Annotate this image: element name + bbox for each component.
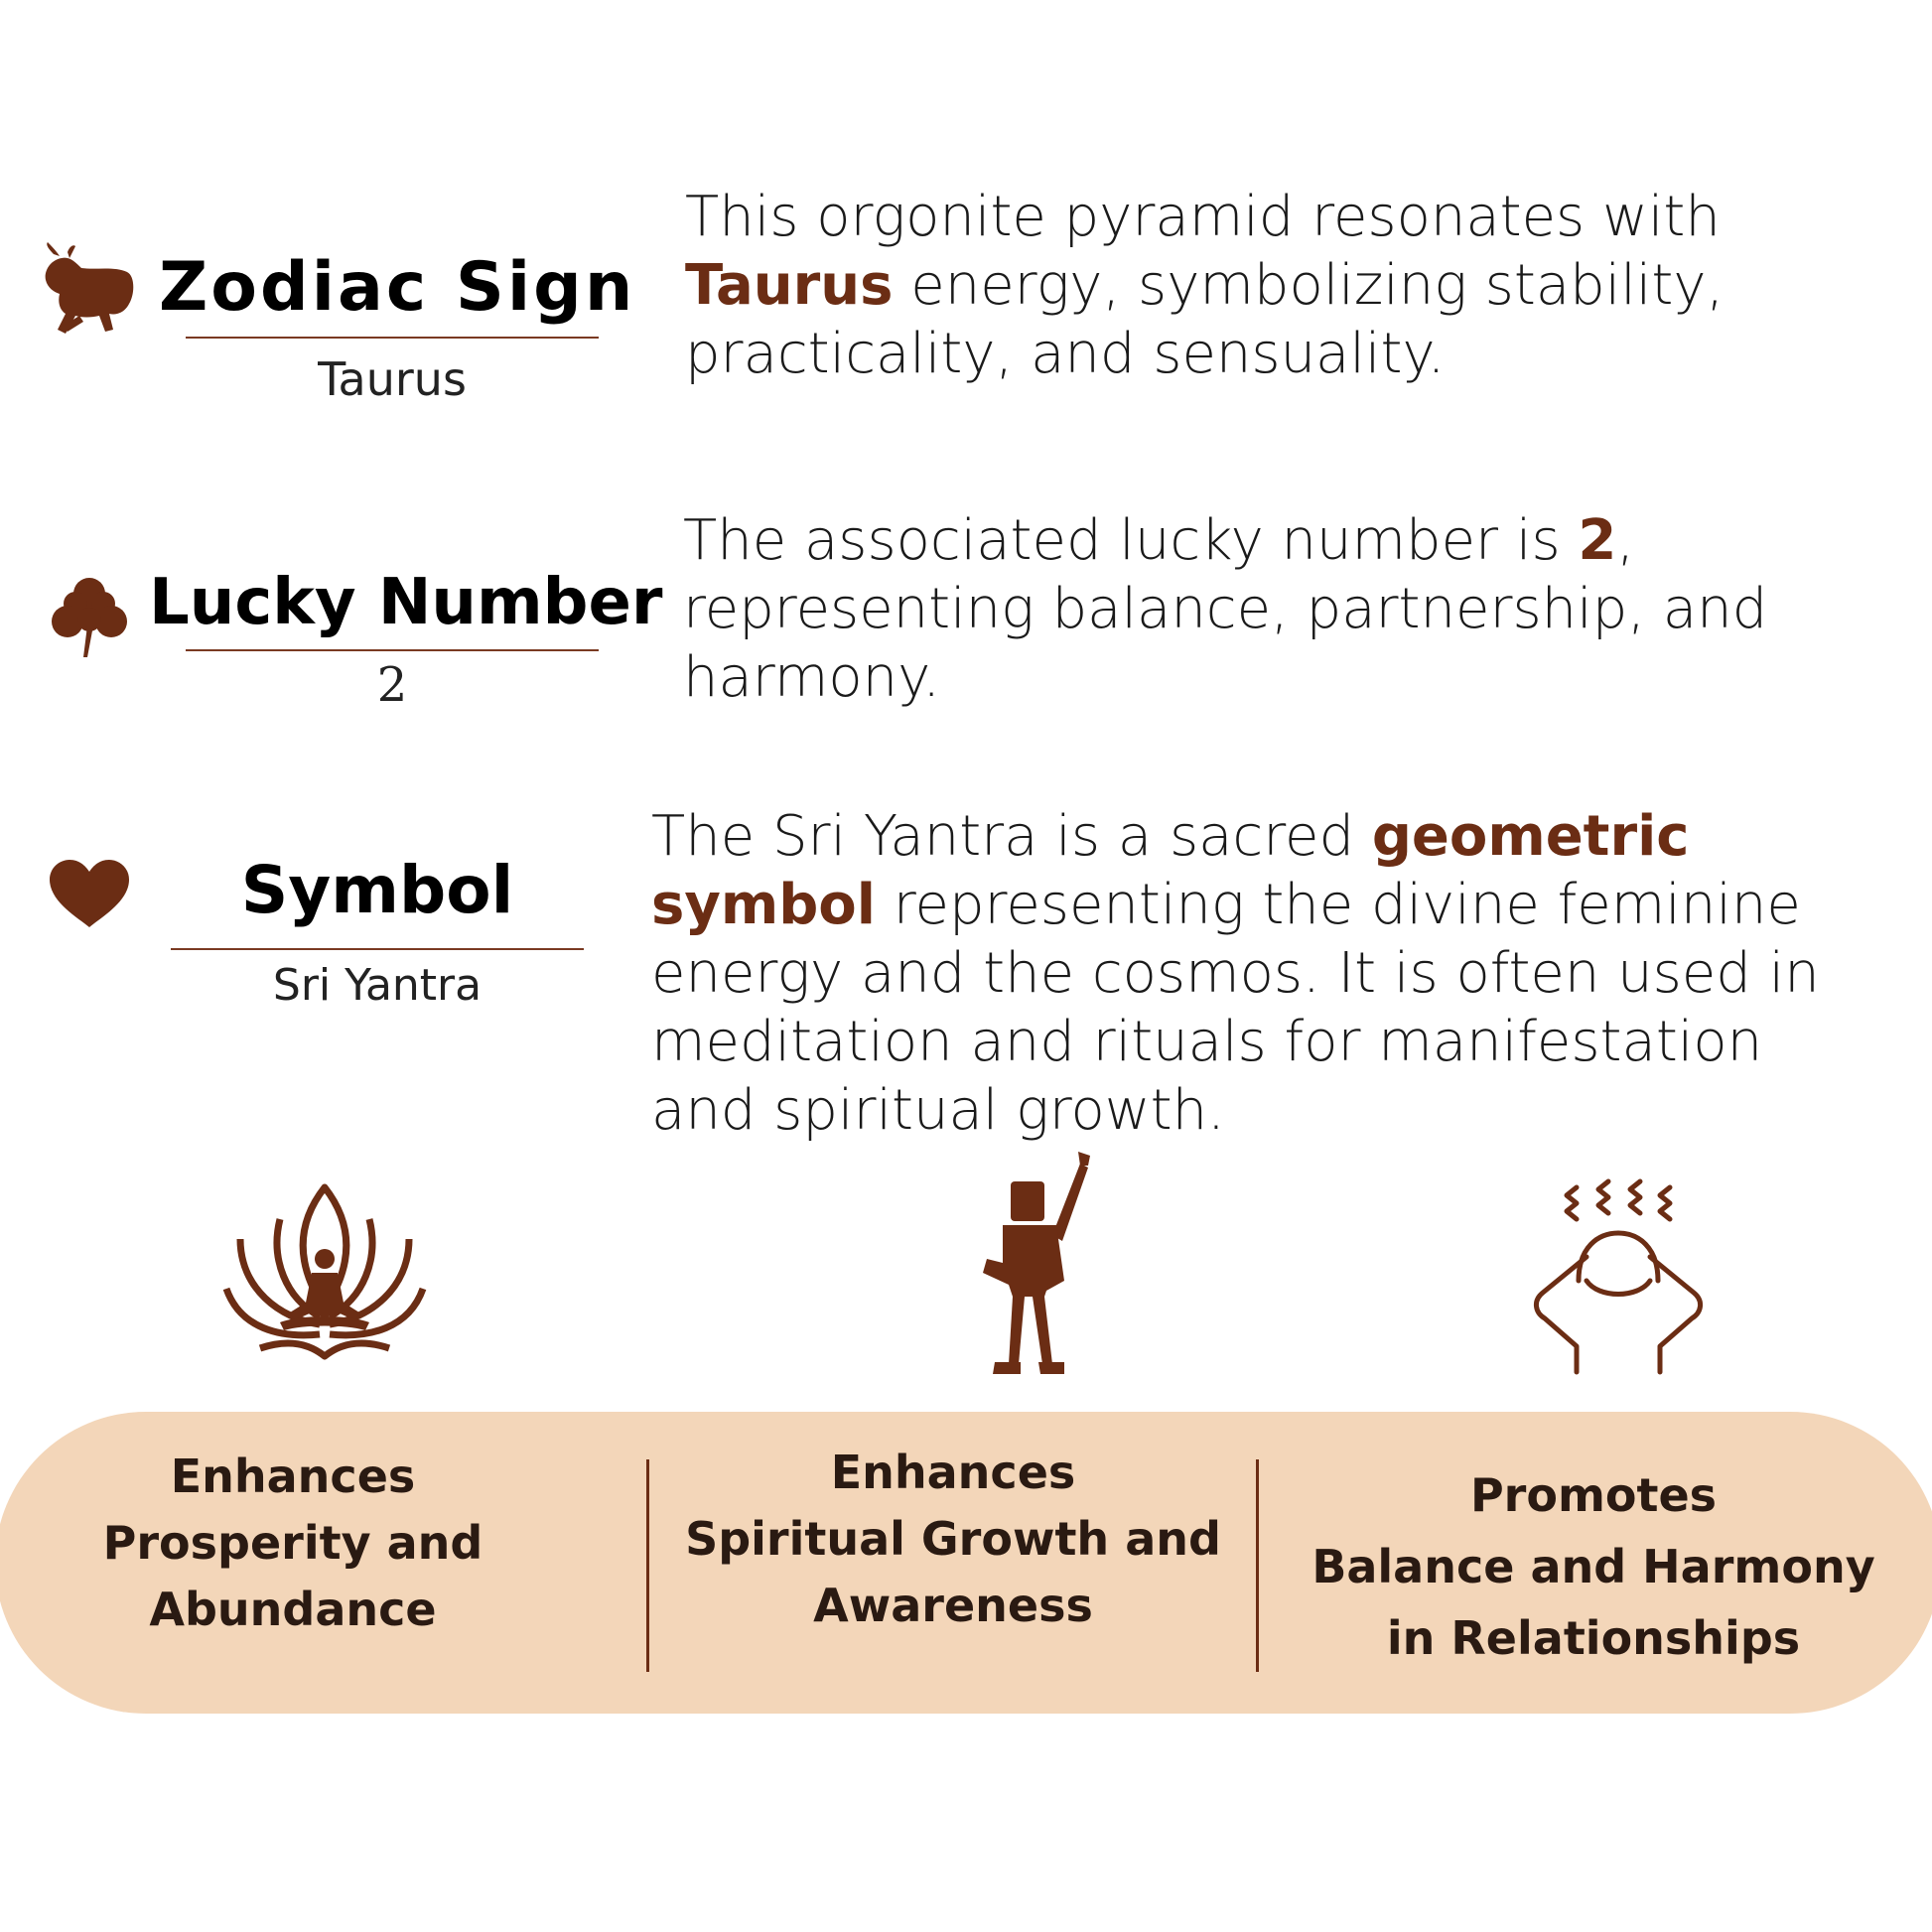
zodiac-underline	[186, 337, 599, 339]
benefit-line: Abundance	[149, 1583, 437, 1636]
benefit-line: Spiritual Growth and	[685, 1512, 1221, 1566]
symbol-desc-text-2: representing the divine feminine energy and the cosmos. It is often used in meditation and rituals for manifestation and spiritual growth.	[651, 873, 1820, 1143]
lucky-desc-highlight: 2	[1578, 508, 1617, 573]
symbol-desc-text-1: The Sri Yantra is a sacred	[651, 804, 1372, 869]
benefit-line: in Relationships	[1386, 1611, 1801, 1665]
symbol-desc-highlight: geometric symbol	[651, 804, 1690, 937]
benefit-line: Awareness	[813, 1579, 1093, 1632]
benefit-spiritual-growth	[675, 1440, 1231, 1639]
zodiac-description	[685, 183, 1827, 388]
symbol-label-block	[169, 852, 586, 1011]
bull-icon	[44, 242, 135, 338]
symbol-underline	[171, 948, 584, 950]
benefit-balance-harmony	[1291, 1459, 1896, 1674]
raised-fist-person-icon	[973, 1152, 1092, 1381]
benefit-line: Balance and Harmony	[1311, 1540, 1875, 1593]
lucky-number-title: Lucky Number	[149, 566, 663, 639]
benefit-line: Promotes	[1469, 1468, 1718, 1522]
zodiac-desc-text-1: This orgonite pyramid resonates with	[685, 185, 1721, 249]
lucky-description	[683, 506, 1835, 712]
clover-icon	[48, 574, 133, 659]
heart-icon	[48, 860, 131, 929]
zodiac-desc-highlight: Taurus	[685, 253, 894, 318]
zodiac-desc-text-2: energy, symbolizing stability, practicality, and sensuality.	[685, 253, 1725, 386]
benefit-divider-2	[1256, 1459, 1259, 1672]
lucky-desc-text-2: , representing balance, partnership, and harmony.	[683, 508, 1768, 710]
zodiac-sign-title: Zodiac Sign	[159, 248, 636, 327]
stressed-head-icon	[1529, 1177, 1708, 1381]
lotus-meditation-icon	[220, 1179, 429, 1373]
lucky-label-block	[149, 566, 663, 713]
symbol-title: Symbol	[240, 852, 514, 928]
symbol-value: Sri Yantra	[272, 960, 483, 1011]
benefit-line: Prosperity and	[102, 1516, 483, 1570]
benefit-divider-1	[646, 1459, 649, 1672]
lucky-desc-text-1: The associated lucky number is	[683, 508, 1579, 573]
benefit-line: Enhances	[830, 1446, 1076, 1499]
symbol-description	[651, 802, 1872, 1145]
zodiac-sign-value: Taurus	[318, 352, 467, 406]
zodiac-label-block	[159, 248, 636, 406]
lucky-number-value: 2	[376, 657, 408, 713]
benefit-line: Enhances	[170, 1449, 416, 1503]
benefit-prosperity	[60, 1444, 526, 1643]
lucky-underline	[186, 649, 599, 651]
